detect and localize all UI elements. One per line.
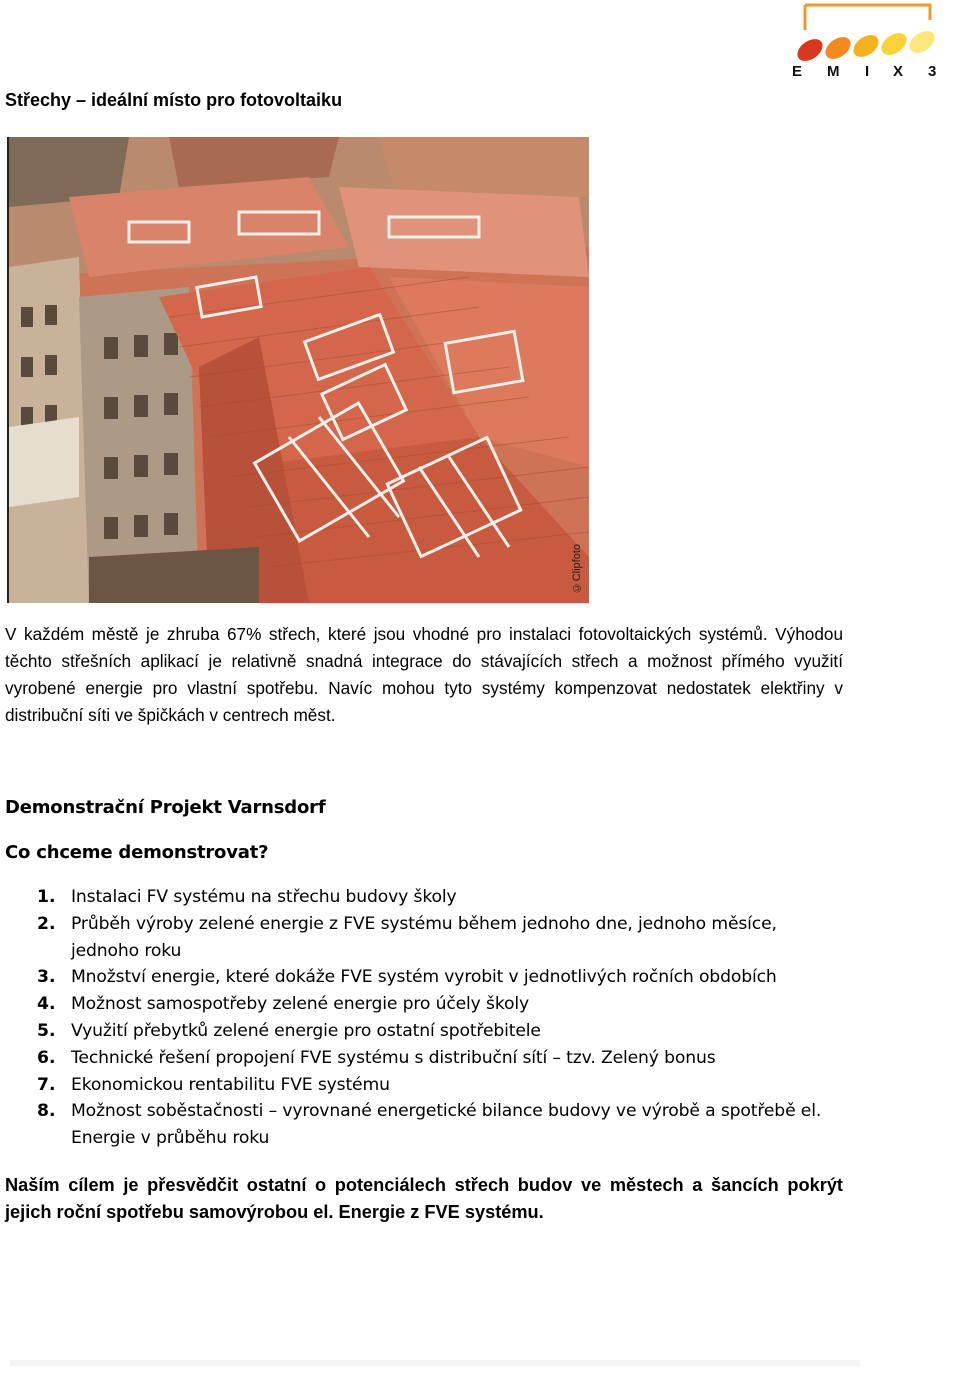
list-item: 5. Využití přebytků zelené energie pro ostatní spotřebitele (37, 1020, 541, 1041)
list-item: 7. Ekonomickou rentabilitu FVE systému (37, 1074, 390, 1095)
logo-letter-3: 3 (928, 63, 937, 80)
project-heading: Demonstrační Projekt Varnsdorf (5, 797, 326, 818)
emix3-logo (780, 0, 960, 80)
list-item: 2. Průběh výroby zelené energie z FVE systému během jednoho dne, jednoho měsíce, jednoho roku (37, 913, 777, 961)
intro-paragraph: V každém městě je zhruba 67% střech, které jsou vhodné pro instalaci fotovoltaických systémů. Výhodou těchto střešních aplikací je relativně snadná integrace do stávajících střech a možnost přímého využití vyrobené energie pro vlastní spotřebu. Navíc mohou tyto systémy kompenzovat nedostatek elektřiny v distribuční síti ve špičkách v centrech měst. (5, 624, 843, 725)
list-item: 8. Možnost soběstačnosti – vyrovnané energetické bilance budovy ve výrobě a spotřebě el. Energie v průběhu roku (37, 1101, 822, 1149)
rooftop-illustration (9, 137, 589, 603)
logo-letter-i: I (865, 63, 870, 80)
logo-letter-m: M (827, 63, 840, 80)
question-heading: Co chceme demonstrovat? (5, 842, 269, 863)
page-title: Střechy – ideální místo pro fotovoltaiku (5, 90, 343, 110)
demonstration-list (5, 884, 850, 1152)
footer-divider (10, 1360, 860, 1366)
list-item: 6. Technické řešení propojení FVE systému s distribuční sítí – tzv. Zelený bonus (37, 1047, 716, 1068)
goal-paragraph: Naším cílem je přesvědčit ostatní o potenciálech střech budov ve městech a šancích pokrýt jejich roční spotřebu samovýrobou el. Energie z FVE systému. (5, 1175, 843, 1222)
list-item: 3. Množství energie, které dokáže FVE systém vyrobit v jednotlivých ročních obdobích (37, 967, 777, 988)
rooftop-photo (7, 137, 589, 603)
logo-letter-x: X (893, 63, 904, 80)
list-item: 4. Možnost samospotřeby zelené energie pro účely školy (37, 994, 530, 1015)
logo-graphic (780, 0, 960, 80)
list-item: 1. Instalaci FV systému na střechu budovy školy (37, 887, 457, 907)
logo-letter-e: E (792, 63, 803, 80)
photo-credit: ©Clipfoto (571, 543, 583, 593)
